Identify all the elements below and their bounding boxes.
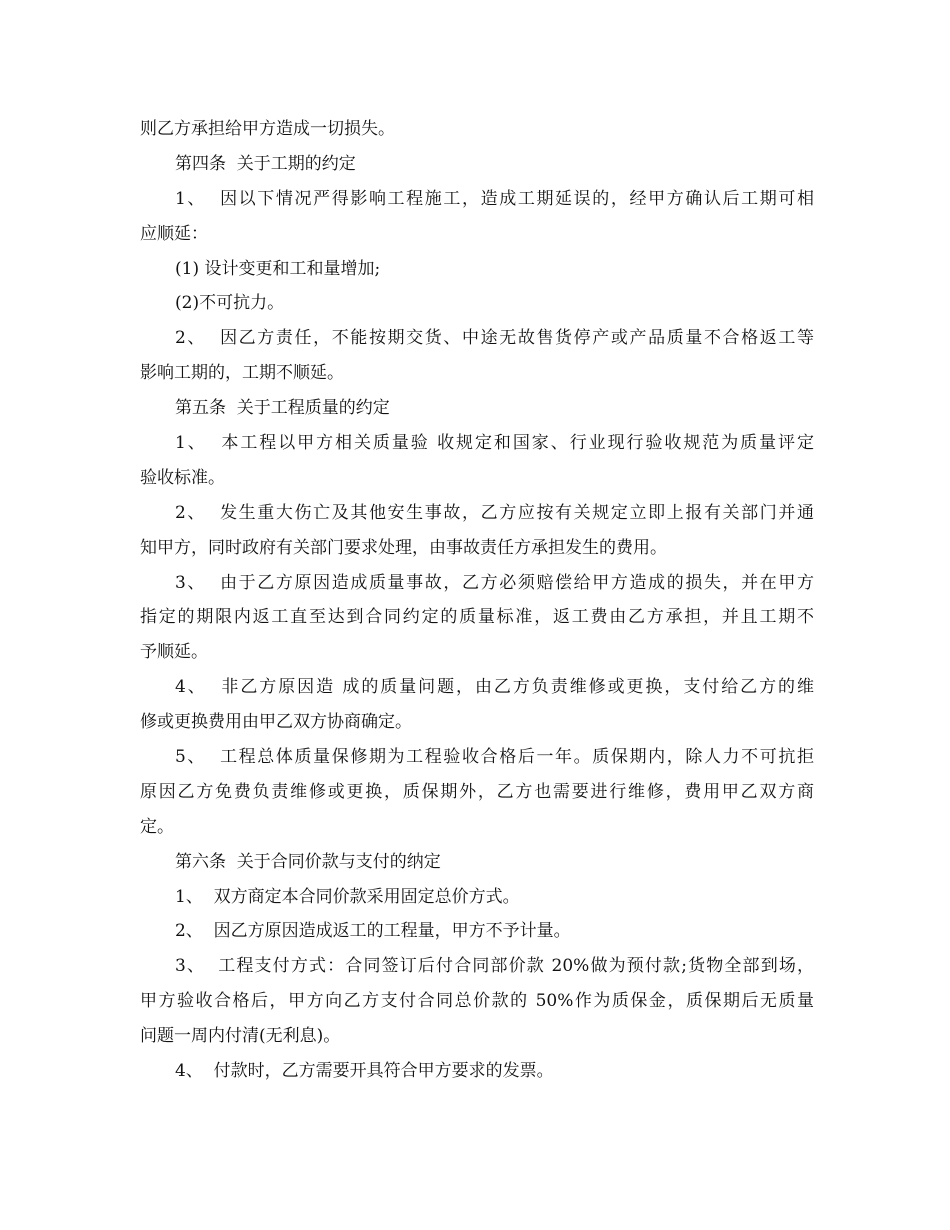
document-body <box>140 112 814 1089</box>
text-line: 应顺延： <box>140 223 208 244</box>
text-line: 第四条 关于工期的约定 <box>175 153 356 174</box>
text-line: (1) 设计变更和工和量增加; <box>175 258 381 279</box>
text-line: 4、 付款时，乙方需要开具符合甲方要求的发票。 <box>175 1061 554 1082</box>
text-line: 问题一周内付清(无利息)。 <box>140 1026 341 1047</box>
text-line: 第五条 关于工程质量的约定 <box>175 398 390 419</box>
text-line: 3、 由于乙方原因造成质量事故，乙方必须赔偿给甲方造成的损失，并在甲方 <box>175 572 814 593</box>
text-line: 1、 双方商定本合同价款采用固定总价方式。 <box>175 886 520 907</box>
text-line: 甲方验收合格后，甲方向乙方支付合同总价款的 50%作为质保金，质保期后无质量 <box>140 991 814 1012</box>
text-line: 1、 因以下情况严得影响工程施工，造成工期延误的，经甲方确认后工期可相 <box>175 188 814 209</box>
text-line: 修或更换费用由甲乙双方协商确定。 <box>140 712 412 733</box>
text-line: 影响工期的，工期不顺延。 <box>140 363 344 384</box>
text-line: 2、 因乙方原因造成返工的工程量，甲方不予计量。 <box>175 921 571 942</box>
text-line: 定。 <box>140 816 174 837</box>
text-line: 指定的期限内返工直至达到合同约定的质量标准，返工费由乙方承担，并且工期不 <box>140 607 814 628</box>
text-line: 原因乙方免费负责维修或更换，质保期外，乙方也需要进行维修，费用甲乙双方商 <box>140 781 814 802</box>
text-line: (2)不可抗力。 <box>175 293 285 314</box>
text-line: 予顺延。 <box>140 642 208 663</box>
text-line: 知甲方，同时政府有关部门要求处理，由事故责任方承担发生的费用。 <box>140 537 667 558</box>
text-line: 验收标准。 <box>140 467 225 488</box>
text-line: 3、 工程支付方式：合同签订后付合同部价款 20%做为预付款;货物全部到场， <box>175 956 814 977</box>
text-line: 5、 工程总体质量保修期为工程验收合格后一年。质保期内，除人力不可抗拒 <box>175 747 814 768</box>
text-line: 则乙方承担给甲方造成一切损失。 <box>140 119 395 139</box>
text-line: 4、 非乙方原因造 成的质量问题，由乙方负责维修或更换，支付给乙方的维 <box>175 677 814 698</box>
text-line: 1、 本工程以甲方相关质量验 收规定和国家、行业现行验收规范为质量评定 <box>175 433 814 454</box>
text-line: 第六条 关于合同价款与支付的纳定 <box>175 851 441 872</box>
text-line: 2、 因乙方责任，不能按期交货、中途无故售货停产或产品质量不合格返工等 <box>175 328 814 349</box>
text-line: 2、 发生重大伤亡及其他安生事故，乙方应按有关规定立即上报有关部门并通 <box>175 502 814 523</box>
